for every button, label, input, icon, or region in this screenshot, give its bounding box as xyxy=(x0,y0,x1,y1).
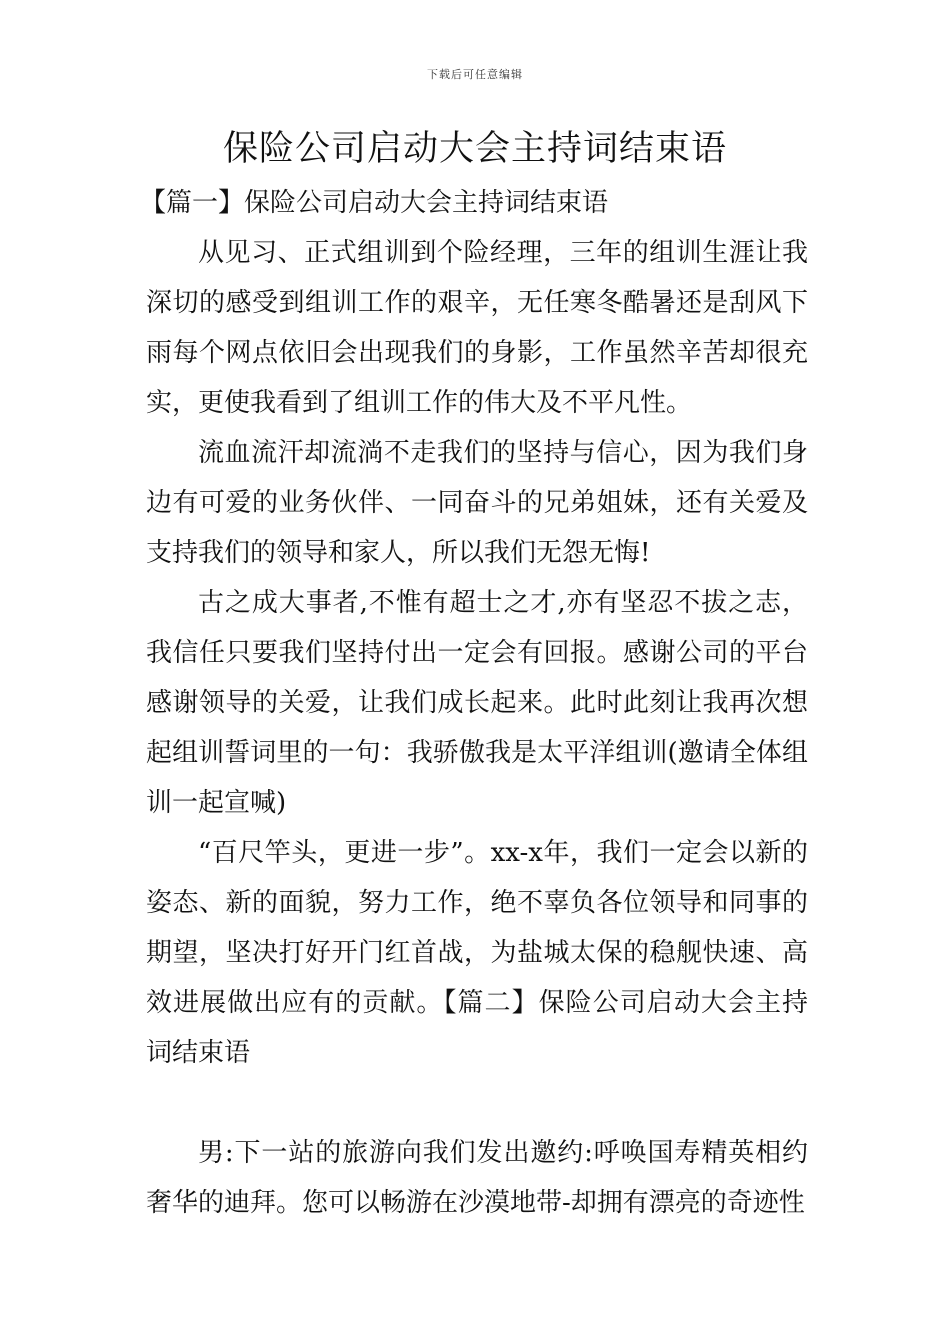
header-note: 下载后可任意编辑 xyxy=(427,68,523,81)
paragraph: 男:下一站的旅游向我们发出邀约:呼唤国寿精英相约奢华的迪拜。您可以畅游在沙漠地带-却拥有漂亮的奇迹性 xyxy=(146,1138,808,1218)
paragraph: 从见习、正式组训到个险经理，三年的组训生涯让我深切的感受到组训工作的艰辛，无任寒冬酷暑还是刮风下雨每个网点依旧会出现我们的身影，工作虽然辛苦却很充实，更使我看到了组训工作的伟大及不平凡性。 xyxy=(146,238,808,418)
paragraph: “百尺竿头，更进一步”。xx-x年，我们一定会以新的姿态、新的面貌，努力工作，绝不辜负各位领导和同事的期望，坚决打好开门红首战，为盐城太保的稳舰快速、高效进展做出应有的贡献。【篇二】保险公司启动大会主持词结束语 xyxy=(146,838,808,1068)
document-body xyxy=(140,178,808,1228)
paragraph: 古之成大事者,不惟有超士之才,亦有坚忍不拔之志，我信任只要我们坚持付出一定会有回报。感谢公司的平台感谢领导的关爱，让我们成长起来。此时此刻让我再次想起组训誓词里的一句：我骄傲我是太平洋组训(邀请全体组训一起宣喊) xyxy=(146,588,808,818)
paragraph-spacer xyxy=(146,1078,808,1128)
section-heading: 【篇一】保险公司启动大会主持词结束语 xyxy=(140,188,609,218)
paragraph: 流血流汗却流淌不走我们的坚持与信心，因为我们身边有可爱的业务伙伴、一同奋斗的兄弟姐妹，还有关爱及支持我们的领导和家人，所以我们无怨无悔! xyxy=(146,438,808,568)
document-title: 保险公司启动大会主持词结束语 xyxy=(222,129,727,169)
